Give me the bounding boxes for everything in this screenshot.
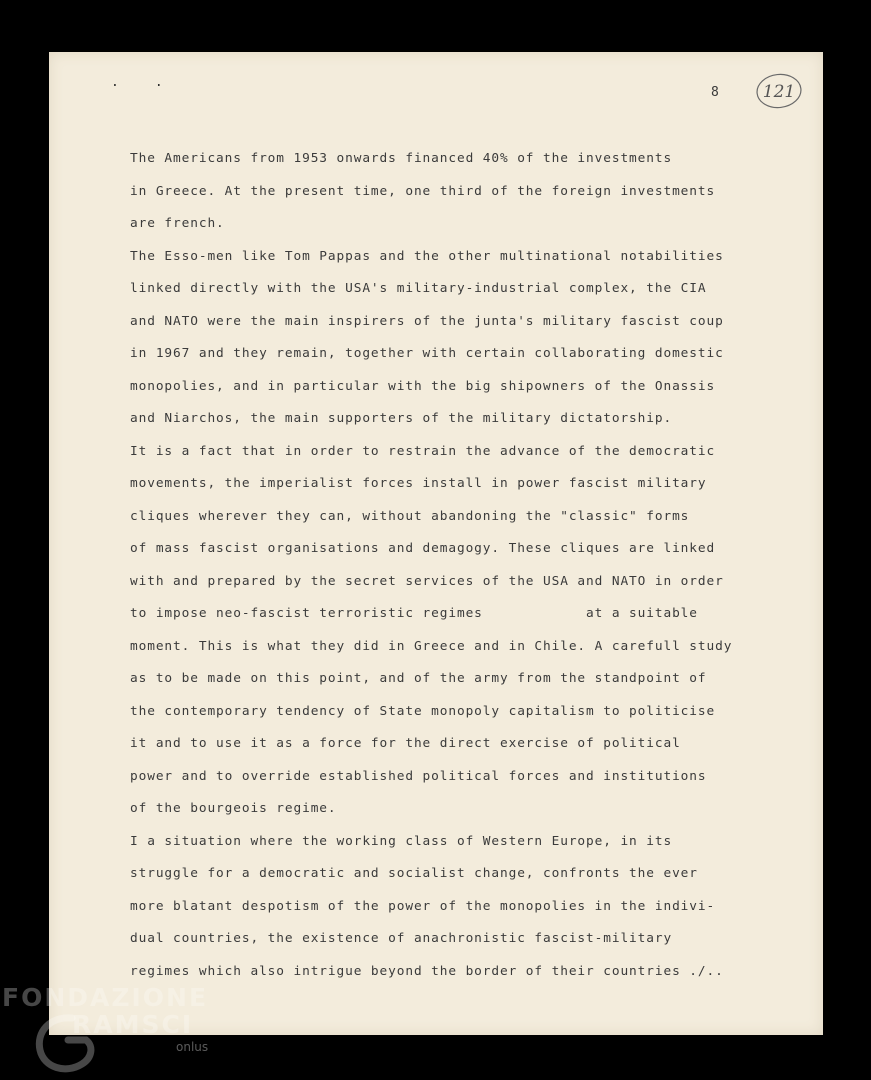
text-line: are french. bbox=[130, 216, 225, 231]
watermark-line-2: RAMSCI bbox=[72, 1010, 194, 1039]
text-line: in 1967 and they remain, together with certain collaborating domestic bbox=[130, 346, 724, 361]
text-line: more blatant despotism of the power of the monopolies in the indivi- bbox=[130, 898, 716, 914]
typed-body-text bbox=[130, 143, 810, 988]
page-number: 8 bbox=[711, 85, 719, 100]
text-line: struggle for a democratic and socialist change, confronts the ever bbox=[130, 866, 698, 881]
watermark-line-1: FONDAZIONE bbox=[2, 983, 209, 1012]
text-line: with and prepared by the secret services of the USA and NATO in order bbox=[130, 573, 724, 589]
text-line: as to be made on this point, and of the army from the standpoint of bbox=[130, 671, 707, 686]
text-line: it and to use it as a force for the direct exercise of political bbox=[130, 736, 681, 751]
archive-stamp-number: 121 bbox=[762, 82, 796, 102]
text-line: cliques wherever they can, without abandoning the "classic" forms bbox=[130, 508, 690, 524]
text-line: of the bourgeois regime. bbox=[130, 801, 337, 816]
text-line: and Niarchos, the main supporters of the military dictatorship. bbox=[130, 411, 673, 426]
text-line: movements, the imperialist forces install in power fascist military bbox=[130, 476, 707, 491]
text-line: of mass fascist organisations and demagogy. These cliques are linked bbox=[130, 541, 716, 556]
fondazione-gramsci-watermark bbox=[0, 980, 240, 1080]
text-line: the contemporary tendency of State monopoly capitalism to politicise bbox=[130, 703, 716, 719]
text-line: to impose neo-fascist terroristic regimes at a suitable bbox=[130, 606, 698, 621]
text-line: monopolies, and in particular with the big shipowners of the Onassis bbox=[130, 378, 716, 394]
text-line: and NATO were the main inspirers of the junta's military fascist coup bbox=[130, 313, 724, 329]
text-line: linked directly with the USA's military-industrial complex, the CIA bbox=[130, 281, 707, 296]
text-line: dual countries, the existence of anachronistic fascist-military bbox=[130, 931, 673, 946]
text-line: regimes which also intrigue beyond the border of their countries ./.. bbox=[130, 963, 724, 979]
text-line: moment. This is what they did in Greece and in Chile. A carefull study bbox=[130, 638, 733, 654]
archive-stamp bbox=[755, 72, 803, 110]
text-line: I a situation where the working class of Western Europe, in its bbox=[130, 833, 673, 849]
text-line: The Americans from 1953 onwards financed 40% of the investments bbox=[130, 151, 673, 166]
document-page bbox=[49, 52, 823, 1035]
text-line: It is a fact that in order to restrain the advance of the democratic bbox=[130, 443, 716, 459]
page-marks: .. bbox=[111, 75, 199, 90]
watermark-onlus: onlus bbox=[176, 1040, 209, 1054]
text-line: in Greece. At the present time, one third of the foreign investments bbox=[130, 183, 716, 199]
text-line: power and to override established political forces and institutions bbox=[130, 768, 707, 784]
text-line: The Esso-men like Tom Pappas and the other multinational notabilities bbox=[130, 248, 724, 264]
